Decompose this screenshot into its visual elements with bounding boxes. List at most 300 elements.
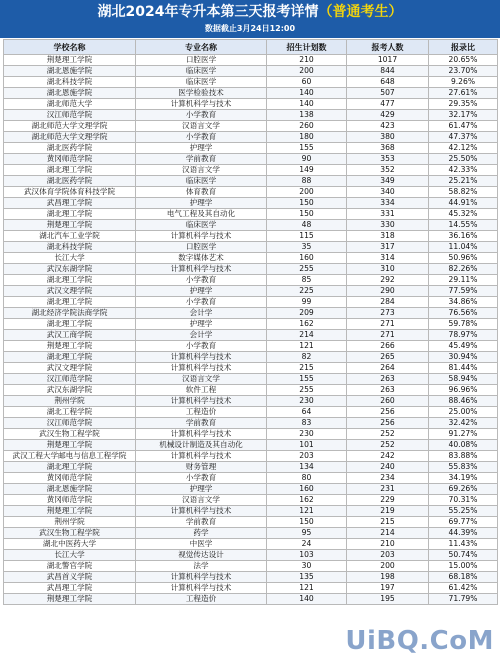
cell-ratio: 55.83% bbox=[429, 462, 498, 473]
cell-school: 湖北科技学院 bbox=[4, 242, 136, 253]
cell-school: 荆州学院 bbox=[4, 517, 136, 528]
cell-school: 荆楚理工学院 bbox=[4, 506, 136, 517]
cell-applicants: 260 bbox=[347, 396, 429, 407]
cell-school: 湖北中医药大学 bbox=[4, 539, 136, 550]
cell-major: 计算机科学与技术 bbox=[136, 363, 267, 374]
table-row bbox=[4, 286, 498, 297]
table-row bbox=[4, 462, 498, 473]
table-row bbox=[4, 176, 498, 187]
cell-applicants: 197 bbox=[347, 583, 429, 594]
cell-applicants: 234 bbox=[347, 473, 429, 484]
cell-major: 计算机科学与技术 bbox=[136, 396, 267, 407]
cell-plan: 99 bbox=[267, 297, 347, 308]
cell-ratio: 42.33% bbox=[429, 165, 498, 176]
cell-major: 计算机科学与技术 bbox=[136, 352, 267, 363]
table-row bbox=[4, 418, 498, 429]
cell-ratio: 50.96% bbox=[429, 253, 498, 264]
table-row bbox=[4, 187, 498, 198]
cell-school: 黄冈师范学院 bbox=[4, 495, 136, 506]
cell-plan: 150 bbox=[267, 198, 347, 209]
cell-plan: 134 bbox=[267, 462, 347, 473]
cell-major: 电气工程及其自动化 bbox=[136, 209, 267, 220]
cell-applicants: 331 bbox=[347, 209, 429, 220]
table-row bbox=[4, 99, 498, 110]
table-row bbox=[4, 143, 498, 154]
cell-school: 湖北工程学院 bbox=[4, 407, 136, 418]
cell-school: 湖北汽车工业学院 bbox=[4, 231, 136, 242]
table-row bbox=[4, 561, 498, 572]
cell-major: 学前教育 bbox=[136, 154, 267, 165]
cell-school: 武昌理工学院 bbox=[4, 198, 136, 209]
cell-applicants: 318 bbox=[347, 231, 429, 242]
cell-plan: 83 bbox=[267, 418, 347, 429]
cell-applicants: 215 bbox=[347, 517, 429, 528]
application-stats-table bbox=[3, 39, 498, 605]
cell-applicants: 507 bbox=[347, 88, 429, 99]
column-header-school: 学校名称 bbox=[4, 40, 136, 55]
cell-major: 汉语言文学 bbox=[136, 165, 267, 176]
table-row bbox=[4, 330, 498, 341]
cell-plan: 88 bbox=[267, 176, 347, 187]
cell-major: 计算机科学与技术 bbox=[136, 99, 267, 110]
page-header bbox=[0, 0, 500, 38]
cell-major: 会计学 bbox=[136, 308, 267, 319]
cell-ratio: 96.96% bbox=[429, 385, 498, 396]
cell-applicants: 271 bbox=[347, 330, 429, 341]
table-row bbox=[4, 297, 498, 308]
cell-school: 湖北经济学院法商学院 bbox=[4, 308, 136, 319]
cell-school: 汉江师范学院 bbox=[4, 374, 136, 385]
cell-major: 护理学 bbox=[136, 286, 267, 297]
cell-major: 口腔医学 bbox=[136, 242, 267, 253]
cell-major: 汉语言文学 bbox=[136, 121, 267, 132]
cell-plan: 140 bbox=[267, 99, 347, 110]
cell-school: 湖北理工学院 bbox=[4, 319, 136, 330]
cell-applicants: 263 bbox=[347, 385, 429, 396]
cell-school: 荆楚理工学院 bbox=[4, 440, 136, 451]
column-header-ratio: 报录比 bbox=[429, 40, 498, 55]
cell-plan: 160 bbox=[267, 253, 347, 264]
cell-applicants: 252 bbox=[347, 429, 429, 440]
cell-plan: 121 bbox=[267, 583, 347, 594]
cell-applicants: 219 bbox=[347, 506, 429, 517]
cell-ratio: 11.04% bbox=[429, 242, 498, 253]
cell-ratio: 69.77% bbox=[429, 517, 498, 528]
table-row bbox=[4, 308, 498, 319]
cell-school: 湖北师范大学文理学院 bbox=[4, 132, 136, 143]
cell-major: 汉语言文学 bbox=[136, 374, 267, 385]
cell-plan: 48 bbox=[267, 220, 347, 231]
cell-applicants: 210 bbox=[347, 539, 429, 550]
cell-plan: 162 bbox=[267, 319, 347, 330]
cell-school: 荆楚理工学院 bbox=[4, 594, 136, 605]
table-row bbox=[4, 517, 498, 528]
cell-applicants: 203 bbox=[347, 550, 429, 561]
cell-ratio: 59.78% bbox=[429, 319, 498, 330]
cell-ratio: 23.70% bbox=[429, 66, 498, 77]
cell-school: 黄冈师范学院 bbox=[4, 154, 136, 165]
cell-applicants: 352 bbox=[347, 165, 429, 176]
cell-plan: 160 bbox=[267, 484, 347, 495]
cell-major: 中医学 bbox=[136, 539, 267, 550]
cell-major: 工程造价 bbox=[136, 594, 267, 605]
cell-applicants: 1017 bbox=[347, 55, 429, 66]
table-row bbox=[4, 275, 498, 286]
cell-ratio: 91.27% bbox=[429, 429, 498, 440]
cell-plan: 85 bbox=[267, 275, 347, 286]
cell-applicants: 380 bbox=[347, 132, 429, 143]
cell-ratio: 36.16% bbox=[429, 231, 498, 242]
data-cutoff-note: 数据截止3月24日12:00 bbox=[204, 24, 296, 33]
table-row bbox=[4, 264, 498, 275]
cell-major: 机械设计制造及其自动化 bbox=[136, 440, 267, 451]
cell-major: 临床医学 bbox=[136, 176, 267, 187]
table-row bbox=[4, 88, 498, 99]
table-row bbox=[4, 539, 498, 550]
cell-ratio: 25.21% bbox=[429, 176, 498, 187]
cell-applicants: 317 bbox=[347, 242, 429, 253]
table-row bbox=[4, 198, 498, 209]
table-header-row bbox=[4, 40, 498, 55]
cell-major: 药学 bbox=[136, 528, 267, 539]
cell-plan: 215 bbox=[267, 363, 347, 374]
cell-applicants: 429 bbox=[347, 110, 429, 121]
cell-ratio: 47.37% bbox=[429, 132, 498, 143]
cell-plan: 115 bbox=[267, 231, 347, 242]
cell-school: 武昌首义学院 bbox=[4, 572, 136, 583]
cell-plan: 214 bbox=[267, 330, 347, 341]
cell-major: 计算机科学与技术 bbox=[136, 231, 267, 242]
cell-ratio: 44.39% bbox=[429, 528, 498, 539]
cell-plan: 60 bbox=[267, 77, 347, 88]
cell-ratio: 32.42% bbox=[429, 418, 498, 429]
cell-applicants: 353 bbox=[347, 154, 429, 165]
table-row bbox=[4, 396, 498, 407]
cell-ratio: 27.61% bbox=[429, 88, 498, 99]
cell-major: 护理学 bbox=[136, 198, 267, 209]
cell-school: 湖北理工学院 bbox=[4, 165, 136, 176]
cell-applicants: 264 bbox=[347, 363, 429, 374]
cell-plan: 150 bbox=[267, 209, 347, 220]
cell-school: 武汉东湖学院 bbox=[4, 385, 136, 396]
cell-applicants: 240 bbox=[347, 462, 429, 473]
watermark-logo: UiBQ.CoM bbox=[345, 626, 494, 656]
column-header-plan: 招生计划数 bbox=[267, 40, 347, 55]
cell-school: 湖北理工学院 bbox=[4, 352, 136, 363]
cell-plan: 255 bbox=[267, 385, 347, 396]
cell-ratio: 25.50% bbox=[429, 154, 498, 165]
cell-plan: 150 bbox=[267, 517, 347, 528]
cell-applicants: 368 bbox=[347, 143, 429, 154]
cell-applicants: 242 bbox=[347, 451, 429, 462]
table-row bbox=[4, 165, 498, 176]
table-row bbox=[4, 429, 498, 440]
cell-plan: 180 bbox=[267, 132, 347, 143]
cell-ratio: 25.00% bbox=[429, 407, 498, 418]
cell-major: 计算机科学与技术 bbox=[136, 572, 267, 583]
cell-major: 财务管理 bbox=[136, 462, 267, 473]
cell-ratio: 69.26% bbox=[429, 484, 498, 495]
cell-ratio: 58.82% bbox=[429, 187, 498, 198]
cell-school: 湖北理工学院 bbox=[4, 462, 136, 473]
table-row bbox=[4, 572, 498, 583]
cell-applicants: 273 bbox=[347, 308, 429, 319]
cell-applicants: 477 bbox=[347, 99, 429, 110]
cell-applicants: 271 bbox=[347, 319, 429, 330]
cell-applicants: 195 bbox=[347, 594, 429, 605]
cell-applicants: 266 bbox=[347, 341, 429, 352]
cell-plan: 24 bbox=[267, 539, 347, 550]
cell-major: 小学教育 bbox=[136, 132, 267, 143]
cell-plan: 140 bbox=[267, 88, 347, 99]
cell-major: 护理学 bbox=[136, 484, 267, 495]
table-row bbox=[4, 66, 498, 77]
table-row bbox=[4, 209, 498, 220]
column-header-applicants: 报考人数 bbox=[347, 40, 429, 55]
cell-major: 计算机科学与技术 bbox=[136, 451, 267, 462]
cell-plan: 155 bbox=[267, 143, 347, 154]
cell-applicants: 290 bbox=[347, 286, 429, 297]
cell-plan: 230 bbox=[267, 429, 347, 440]
cell-major: 计算机科学与技术 bbox=[136, 264, 267, 275]
cell-school: 长江大学 bbox=[4, 550, 136, 561]
cell-plan: 80 bbox=[267, 473, 347, 484]
table-row bbox=[4, 385, 498, 396]
cell-school: 湖北理工学院 bbox=[4, 275, 136, 286]
cell-major: 小学教育 bbox=[136, 473, 267, 484]
cell-applicants: 265 bbox=[347, 352, 429, 363]
cell-plan: 200 bbox=[267, 187, 347, 198]
cell-ratio: 45.32% bbox=[429, 209, 498, 220]
cell-school: 汉江师范学院 bbox=[4, 110, 136, 121]
cell-ratio: 61.42% bbox=[429, 583, 498, 594]
cell-major: 学前教育 bbox=[136, 517, 267, 528]
cell-school: 湖北科技学院 bbox=[4, 77, 136, 88]
cell-school: 湖北警官学院 bbox=[4, 561, 136, 572]
table-row bbox=[4, 132, 498, 143]
page-title bbox=[0, 3, 500, 21]
cell-major: 法学 bbox=[136, 561, 267, 572]
table-row bbox=[4, 440, 498, 451]
cell-applicants: 292 bbox=[347, 275, 429, 286]
cell-ratio: 83.88% bbox=[429, 451, 498, 462]
cell-ratio: 70.31% bbox=[429, 495, 498, 506]
table-body bbox=[4, 55, 498, 605]
cell-plan: 138 bbox=[267, 110, 347, 121]
title-main: 湖北2024年专升本第三天报考详情 bbox=[97, 4, 319, 20]
cell-school: 武汉工程大学邮电与信息工程学院 bbox=[4, 451, 136, 462]
cell-ratio: 78.97% bbox=[429, 330, 498, 341]
cell-applicants: 231 bbox=[347, 484, 429, 495]
table-row bbox=[4, 495, 498, 506]
cell-plan: 101 bbox=[267, 440, 347, 451]
cell-plan: 209 bbox=[267, 308, 347, 319]
cell-plan: 121 bbox=[267, 341, 347, 352]
cell-school: 武汉工商学院 bbox=[4, 330, 136, 341]
cell-major: 视觉传达设计 bbox=[136, 550, 267, 561]
cell-school: 荆楚理工学院 bbox=[4, 55, 136, 66]
title-highlight: （普通考生） bbox=[318, 4, 403, 20]
cell-ratio: 14.55% bbox=[429, 220, 498, 231]
table-row bbox=[4, 506, 498, 517]
cell-school: 武汉生物工程学院 bbox=[4, 429, 136, 440]
cell-plan: 155 bbox=[267, 374, 347, 385]
cell-applicants: 334 bbox=[347, 198, 429, 209]
cell-applicants: 252 bbox=[347, 440, 429, 451]
table-row bbox=[4, 528, 498, 539]
table-row bbox=[4, 55, 498, 66]
cell-ratio: 29.35% bbox=[429, 99, 498, 110]
cell-plan: 135 bbox=[267, 572, 347, 583]
cell-school: 武汉体育学院体育科技学院 bbox=[4, 187, 136, 198]
table-row bbox=[4, 451, 498, 462]
cell-plan: 255 bbox=[267, 264, 347, 275]
cell-ratio: 15.00% bbox=[429, 561, 498, 572]
cell-major: 计算机科学与技术 bbox=[136, 506, 267, 517]
table-row bbox=[4, 484, 498, 495]
cell-ratio: 82.26% bbox=[429, 264, 498, 275]
table-row bbox=[4, 352, 498, 363]
cell-applicants: 284 bbox=[347, 297, 429, 308]
cell-ratio: 29.11% bbox=[429, 275, 498, 286]
cell-major: 学前教育 bbox=[136, 418, 267, 429]
cell-ratio: 68.18% bbox=[429, 572, 498, 583]
table-row bbox=[4, 154, 498, 165]
cell-ratio: 11.43% bbox=[429, 539, 498, 550]
cell-school: 湖北理工学院 bbox=[4, 297, 136, 308]
cell-ratio: 77.59% bbox=[429, 286, 498, 297]
cell-major: 会计学 bbox=[136, 330, 267, 341]
column-header-major: 专业名称 bbox=[136, 40, 267, 55]
cell-school: 湖北医药学院 bbox=[4, 143, 136, 154]
table-row bbox=[4, 253, 498, 264]
table-row bbox=[4, 220, 498, 231]
cell-applicants: 229 bbox=[347, 495, 429, 506]
cell-school: 汉江师范学院 bbox=[4, 418, 136, 429]
table-row bbox=[4, 374, 498, 385]
cell-ratio: 76.56% bbox=[429, 308, 498, 319]
cell-major: 体育教育 bbox=[136, 187, 267, 198]
cell-ratio: 50.74% bbox=[429, 550, 498, 561]
cell-ratio: 20.65% bbox=[429, 55, 498, 66]
cell-plan: 30 bbox=[267, 561, 347, 572]
cell-plan: 64 bbox=[267, 407, 347, 418]
cell-ratio: 88.46% bbox=[429, 396, 498, 407]
cell-plan: 260 bbox=[267, 121, 347, 132]
cell-major: 临床医学 bbox=[136, 220, 267, 231]
cell-major: 软件工程 bbox=[136, 385, 267, 396]
cell-ratio: 9.26% bbox=[429, 77, 498, 88]
cell-school: 长江大学 bbox=[4, 253, 136, 264]
table-row bbox=[4, 242, 498, 253]
cell-school: 武汉文理学院 bbox=[4, 286, 136, 297]
cell-major: 汉语言文学 bbox=[136, 495, 267, 506]
cell-applicants: 330 bbox=[347, 220, 429, 231]
cell-school: 湖北师范大学文理学院 bbox=[4, 121, 136, 132]
cell-applicants: 214 bbox=[347, 528, 429, 539]
cell-major: 口腔医学 bbox=[136, 55, 267, 66]
cell-applicants: 200 bbox=[347, 561, 429, 572]
table-row bbox=[4, 319, 498, 330]
cell-applicants: 648 bbox=[347, 77, 429, 88]
cell-ratio: 55.25% bbox=[429, 506, 498, 517]
cell-school: 湖北恩施学院 bbox=[4, 484, 136, 495]
cell-plan: 140 bbox=[267, 594, 347, 605]
cell-applicants: 198 bbox=[347, 572, 429, 583]
cell-plan: 230 bbox=[267, 396, 347, 407]
table-row bbox=[4, 550, 498, 561]
cell-major: 医学检验技术 bbox=[136, 88, 267, 99]
cell-plan: 82 bbox=[267, 352, 347, 363]
cell-plan: 95 bbox=[267, 528, 347, 539]
table-row bbox=[4, 231, 498, 242]
cell-ratio: 71.79% bbox=[429, 594, 498, 605]
cell-major: 小学教育 bbox=[136, 110, 267, 121]
cell-school: 武汉生物工程学院 bbox=[4, 528, 136, 539]
cell-applicants: 349 bbox=[347, 176, 429, 187]
table-row bbox=[4, 121, 498, 132]
cell-applicants: 423 bbox=[347, 121, 429, 132]
cell-major: 小学教育 bbox=[136, 297, 267, 308]
cell-major: 小学教育 bbox=[136, 275, 267, 286]
table-row bbox=[4, 363, 498, 374]
cell-school: 湖北恩施学院 bbox=[4, 88, 136, 99]
table-row bbox=[4, 407, 498, 418]
cell-school: 湖北医药学院 bbox=[4, 176, 136, 187]
cell-applicants: 314 bbox=[347, 253, 429, 264]
cell-major: 数字媒体艺术 bbox=[136, 253, 267, 264]
table-row bbox=[4, 473, 498, 484]
cell-plan: 200 bbox=[267, 66, 347, 77]
cell-school: 湖北师范大学 bbox=[4, 99, 136, 110]
table-row bbox=[4, 594, 498, 605]
cell-ratio: 44.91% bbox=[429, 198, 498, 209]
cell-ratio: 45.49% bbox=[429, 341, 498, 352]
cell-plan: 90 bbox=[267, 154, 347, 165]
cell-school: 湖北理工学院 bbox=[4, 209, 136, 220]
cell-applicants: 263 bbox=[347, 374, 429, 385]
cell-ratio: 34.19% bbox=[429, 473, 498, 484]
cell-major: 计算机科学与技术 bbox=[136, 583, 267, 594]
cell-ratio: 81.44% bbox=[429, 363, 498, 374]
cell-major: 小学教育 bbox=[136, 341, 267, 352]
cell-major: 工程造价 bbox=[136, 407, 267, 418]
cell-plan: 103 bbox=[267, 550, 347, 561]
cell-plan: 121 bbox=[267, 506, 347, 517]
cell-ratio: 42.12% bbox=[429, 143, 498, 154]
cell-plan: 35 bbox=[267, 242, 347, 253]
cell-applicants: 256 bbox=[347, 418, 429, 429]
cell-school: 荆楚理工学院 bbox=[4, 341, 136, 352]
cell-school: 湖北恩施学院 bbox=[4, 66, 136, 77]
table-row bbox=[4, 77, 498, 88]
cell-major: 临床医学 bbox=[136, 77, 267, 88]
table-row bbox=[4, 583, 498, 594]
cell-ratio: 30.94% bbox=[429, 352, 498, 363]
cell-school: 武汉东湖学院 bbox=[4, 264, 136, 275]
table-row bbox=[4, 341, 498, 352]
cell-plan: 149 bbox=[267, 165, 347, 176]
cell-applicants: 844 bbox=[347, 66, 429, 77]
cell-applicants: 340 bbox=[347, 187, 429, 198]
cell-major: 护理学 bbox=[136, 143, 267, 154]
cell-ratio: 40.08% bbox=[429, 440, 498, 451]
cell-ratio: 61.47% bbox=[429, 121, 498, 132]
cell-applicants: 310 bbox=[347, 264, 429, 275]
cell-major: 护理学 bbox=[136, 319, 267, 330]
cell-major: 计算机科学与技术 bbox=[136, 429, 267, 440]
cell-ratio: 34.86% bbox=[429, 297, 498, 308]
